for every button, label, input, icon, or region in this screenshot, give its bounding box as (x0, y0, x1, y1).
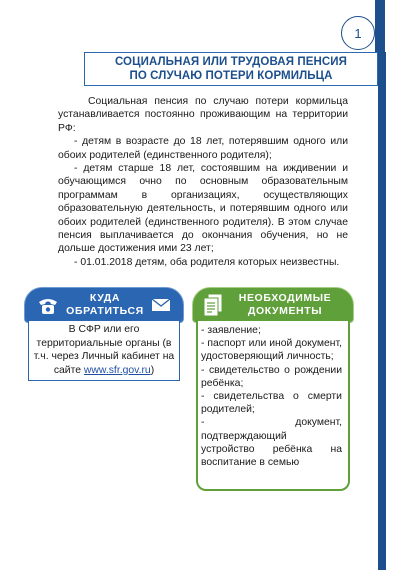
where-to-apply-header (24, 287, 184, 323)
intro-item-1: - детям в возрасте до 18 лет, потерявшим одного или обоих родителей (единственного родителя); (58, 136, 348, 161)
document-item: - свидетельства о смерти родителей; (201, 391, 342, 416)
required-documents-header (192, 287, 354, 323)
required-documents-list (196, 321, 350, 491)
document-item: - паспорт или иной документ, удостоверяющий личность; (201, 338, 342, 363)
document-item: - заявление; (201, 325, 261, 336)
title-line-1: СОЦИАЛЬНАЯ ИЛИ ТРУДОВАЯ ПЕНСИЯ (114, 56, 348, 68)
intro-item-2: - детям старше 18 лет, состоявшим на иждивении и обучающимся очно по основным образовательным программам в организациях, осуществляющих образовательную деятельность, и потерявшим одного или обоих родителей (единственного родителя). В этом случае пенсия выплачивается до окончания обучения, но не дольше достижения ими 23 лет; (58, 163, 348, 255)
page-title (84, 52, 378, 86)
required-documents-card (192, 287, 354, 497)
document-item: - документ, подтверждающий устройство ребёнка на воспитание в семью (201, 417, 342, 469)
document-item: - свидетельство о рождении ребёнка; (201, 364, 342, 389)
where-to-apply-title: КУДА ОБРАТИТЬСЯ (66, 292, 144, 317)
main-text (58, 95, 348, 269)
title-line-2: ПО СЛУЧАЮ ПОТЕРИ КОРМИЛЬЦА (129, 70, 333, 82)
mail-icon (151, 297, 171, 313)
documents-icon (202, 293, 224, 319)
where-to-apply-text: В СФР или его территориальные органы (в т.ч. через Личный кабинет на сайте www.sfr.gov.ru) (28, 321, 180, 381)
required-documents-title: НЕОБХОДИМЫЕ ДОКУМЕНТЫ (238, 292, 332, 317)
phone-icon (37, 296, 59, 316)
sfr-website-link[interactable]: www.sfr.gov.ru (83, 364, 151, 376)
page-number: 1 (341, 16, 375, 50)
intro-paragraph: Социальная пенсия по случаю потери кормильца устанавливается постоянно проживающим на территории РФ: (58, 96, 348, 134)
side-stripe (378, 52, 386, 570)
where-to-apply-card (24, 287, 184, 387)
intro-item-3: - 01.01.2018 детям, оба родителя которых неизвестны. (74, 256, 340, 268)
